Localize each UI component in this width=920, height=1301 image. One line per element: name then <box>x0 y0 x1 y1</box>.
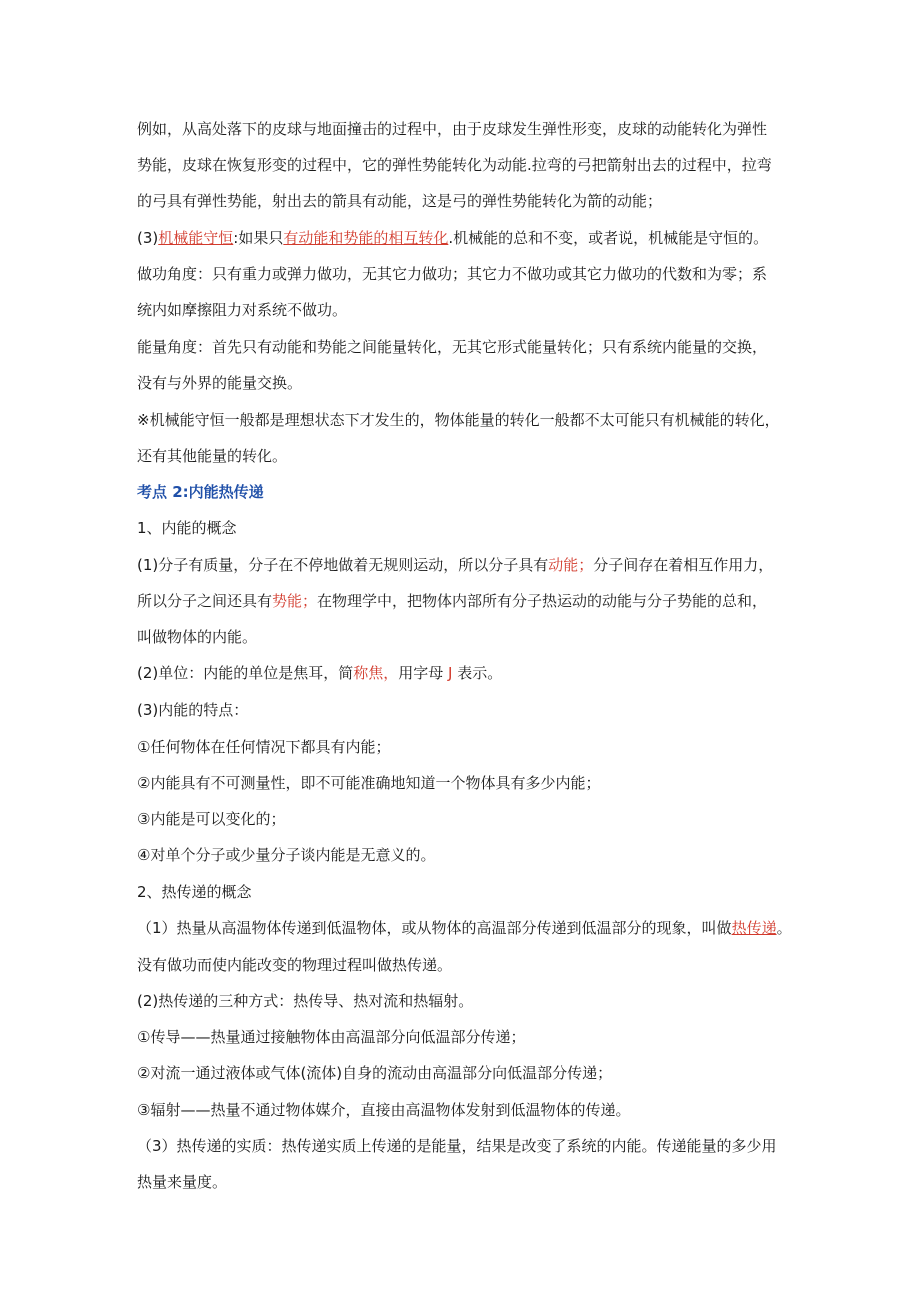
paragraph-line <box>137 845 435 865</box>
text-run: （3）热传递的实质：热传递实质上传递的是能量，结果是改变了系统的内能。传递能量的多少用 <box>137 1137 777 1155</box>
text-run: ①传导——热量通过接触物体由高温部分向低温部分传递； <box>137 1028 526 1046</box>
paragraph-line <box>137 1063 612 1083</box>
text-run: 统内如摩擦阻力对系统不做功。 <box>137 301 348 319</box>
paragraph-line <box>137 1027 525 1047</box>
paragraph-line <box>137 264 767 284</box>
paragraph-line <box>137 119 767 139</box>
text-run: 。 <box>776 919 792 937</box>
paragraph-line <box>137 1172 227 1192</box>
text-run: ③辐射——热量不通过物体媒介，直接由高温物体发射到低温物体的传递。 <box>137 1101 631 1119</box>
text-run: 能量角度：首先只有动能和势能之间能量转化，无其它形式能量转化；只有系统内能量的交换， <box>137 338 768 356</box>
paragraph-line <box>137 155 772 175</box>
text-run: 势能，皮球在恢复形变的过程中，它的弹性势能转化为动能.拉弯的弓把箭射出去的过程中，拉弯 <box>137 156 772 174</box>
paragraph-line <box>137 191 662 211</box>
text-run: (3)内能的特点： <box>137 701 249 719</box>
text-run: (2)热传递的三种方式：热传导、热对流和热辐射。 <box>137 992 474 1010</box>
text-run: 用字母 <box>398 664 449 682</box>
paragraph-line <box>137 555 773 575</box>
text-run: .机械能的总和不变，或者说，机械能是守恒的。 <box>448 229 769 247</box>
highlight-term: 机械能守恒 <box>158 229 234 247</box>
paragraph-line <box>137 300 347 320</box>
text-run: 做功角度：只有重力或弹力做功，无其它力做功；其它力不做功或其它力做功的代数和为零；系 <box>137 265 768 283</box>
text-run: 所以分子之间还具有 <box>137 592 273 610</box>
text-run: 例如，从高处落下的皮球与地面撞击的过程中，由于皮球发生弹性形变，皮球的动能转化为弹性 <box>137 120 768 138</box>
paragraph-line <box>137 663 502 683</box>
text-run: ②对流一通过液体或气体(流体)自身的流动由高温部分向低温部分传递； <box>137 1064 613 1082</box>
paragraph-line <box>137 809 285 829</box>
highlight-term: 热传递 <box>731 919 777 937</box>
paragraph-line <box>137 337 767 357</box>
text-run: 1、内能的概念 <box>137 519 237 537</box>
text-run: 表示。 <box>452 664 503 682</box>
text-run: (1)分子有质量，分子在不停地做着无规则运动，所以分子具有 <box>137 556 549 574</box>
text-run: ②内能具有不可测量性，即不可能准确地知道一个物体具有多少内能； <box>137 774 601 792</box>
paragraph-line <box>137 737 390 757</box>
text-run: 没有与外界的能量交换。 <box>137 374 303 392</box>
text-run: (3) <box>137 229 159 247</box>
paragraph-line <box>137 882 252 902</box>
highlight-term: 有动能和势能的相互转化 <box>283 229 449 247</box>
text-run: 叫做物体的内能。 <box>137 628 258 646</box>
section-heading <box>137 482 264 502</box>
paragraph-line <box>137 373 302 393</box>
text-run: 没有做功而使内能改变的物理过程叫做热传递。 <box>137 956 453 974</box>
text-run: 分子间存在着相互作用力， <box>593 556 774 574</box>
paragraph-line <box>137 1136 777 1156</box>
highlight-term: 势能； <box>272 592 318 610</box>
highlight-term: J <box>448 664 453 682</box>
paragraph-line <box>137 700 248 720</box>
paragraph-line <box>137 446 287 466</box>
text-run: ④对单个分子或少量分子谈内能是无意义的。 <box>137 846 436 864</box>
paragraph-line <box>137 518 237 538</box>
text-run: （1）热量从高温物体传递到低温物体，或从物体的高温部分传递到低温部分的现象，叫做 <box>137 919 732 937</box>
text-run: ③内能是可以变化的； <box>137 810 286 828</box>
paragraph-line <box>137 410 780 430</box>
paragraph-line <box>137 228 768 248</box>
paragraph-line <box>137 591 767 611</box>
text-run: (2)单位：内能的单位是焦耳，简 <box>137 664 354 682</box>
paragraph-line <box>137 627 257 647</box>
paragraph-line <box>137 918 792 938</box>
heading-text: 考点 2:内能热传递 <box>137 483 264 501</box>
text-run: 在物理学中，把物体内部所有分子热运动的动能与分子势能的总和， <box>317 592 768 610</box>
text-run: 的弓具有弹性势能，射出去的箭具有动能，这是弓的弹性势能转化为箭的动能； <box>137 192 663 210</box>
text-run: ①任何物体在任何情况下都具有内能； <box>137 738 391 756</box>
highlight-term: 动能； <box>548 556 594 574</box>
paragraph-line <box>137 773 600 793</box>
text-run: ※机械能守恒一般都是理想状态下才发生的，物体能量的转化一般都不太可能只有机械能的转化， <box>137 411 780 429</box>
text-run: :如果只 <box>233 229 284 247</box>
text-run: 还有其他能量的转化。 <box>137 447 288 465</box>
paragraph-line <box>137 1100 630 1120</box>
text-run: 热量来量度。 <box>137 1173 228 1191</box>
text-run: 2、热传递的概念 <box>137 883 252 901</box>
paragraph-line <box>137 955 452 975</box>
highlight-term: 称焦， <box>353 664 399 682</box>
paragraph-line <box>137 991 473 1011</box>
